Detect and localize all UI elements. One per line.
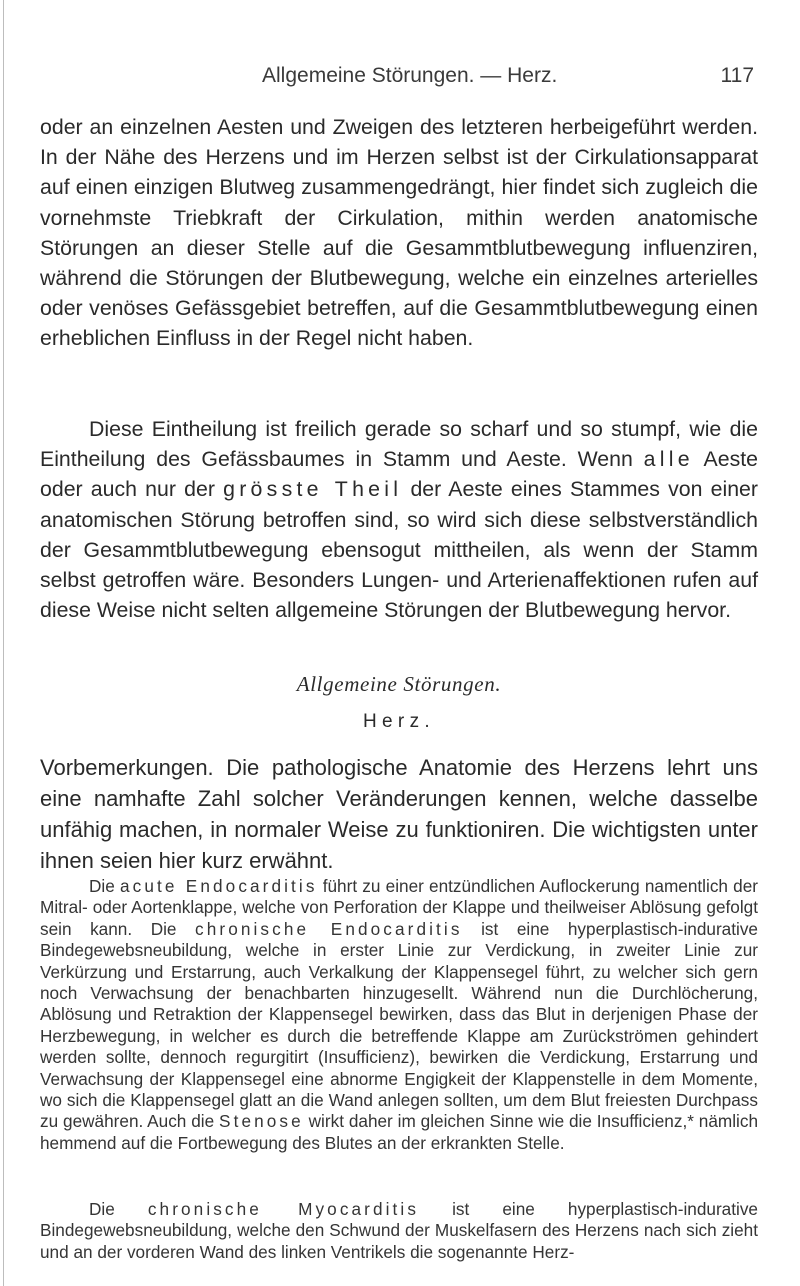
emphasis-stenose: Stenose [219, 1111, 304, 1132]
section-subheading: Herz. [363, 711, 435, 732]
page-edge-line [3, 0, 4, 1286]
text-run: Aeste oder auch nur der [40, 447, 758, 502]
emphasis-chronische-myocarditis: chronische Myocarditis [147, 1199, 420, 1219]
text-run: der Aeste eines Stammes von einer anatomischen Störung betroffen sind, so wird sich diese selbstverständlich der Gesammtblutbewegung ebensogut mittheilen, als wenn der Stamm selbst getroffen wäre. Besonders Lungen- und Arterienaffektionen rufen auf diese Weise nicht selten allgemeine Störungen der Blutbewegung hervor. [40, 477, 758, 623]
running-head [262, 64, 754, 94]
paragraph-myocarditis [40, 1199, 758, 1263]
section-heading: Allgemeine Störungen. [296, 672, 502, 696]
text-run: Diese Eintheilung ist freilich gerade so scharf und so stumpf, wie die Eintheilung des Gefässbaumes in Stamm und Aeste. Wenn [40, 417, 758, 472]
paragraph-vorbemerkungen: Vorbemerkungen. Die pathologische Anatomie des Herzens lehrt uns eine namhafte Zahl solcher Veränderungen kennen, welche dasselbe unfähig machen, in normaler Weise zu funktioniren. Die wichtigsten unter ihnen seien hier kurz erwähnt. [40, 755, 758, 873]
text-run: führt zu einer entzündlichen Auflockerung namentlich der Mitral- oder Aortenklappe, welche von Perforation der Klappe und theilweiser Ablösung gefolgt sein kann. Die [40, 876, 758, 939]
paragraph-continuation: oder an einzelnen Aesten und Zweigen des letzteren herbeigeführt werden. In der Nähe des Herzens und im Herzen selbst ist der Cirkulationsapparat auf einen einzigen Blutweg zusammengedrängt, hier findet sich zugleich die vornehmste Triebkraft der Cirkulation, mithin werden anatomische Störungen an dieser Stelle auf die Gesammtblutbewegung influenziren, während die Störungen der Blutbewegung, welche ein einzelnes arterielles oder venöses Gefässgebiet betreffen, auf die Gesammtblutbewegung einen erheblichen Einfluss in der Regel nicht haben. [40, 115, 758, 351]
emphasis-alle: alle [643, 447, 694, 472]
text-run: Die [89, 876, 120, 896]
emphasis-groesste-theil: grösste Theil [223, 477, 403, 502]
text-run: ist eine hyperplastisch-indurative Bindegewebsneubildung, welche in erster Linie zur Verdickung, in zweiter Linie zur Verkürzung und Erstarrung, auch Verkalkung der Klappensegel führt, zu welcher sich gern noch Verwachsung der benachbarten hinzugesellt. Während nun die Durchlöcherung, Ablösung und Retraktion der Klappensegel bewirken, dass das Blut in derjenigen Phase der Herzbewegung, in welcher es durch die betreffende Klappe am Zurückströmen gehindert werden sollte, dennoch regurgitirt (Insufficienz), bewirken die Verdickung, Erstarrung und Verwachsung der Klappensegel eine abnorme Engigkeit der Klappenstelle in dem Momente, wo sich die Klappensegel glatt an die Wand anlegen sollten, um dem Blut freiesten Durchpass zu gewähren. Auch die [40, 918, 758, 1132]
text-run: wirkt daher im gleichen Sinne wie die Insufficienz,* nämlich hemmend auf die Fortbewegung des Blutes an der erkrankten Stelle. [40, 1111, 759, 1153]
emphasis-chronische-endocarditis: chronische Endocarditis [195, 918, 463, 939]
paragraph-endocarditis [40, 876, 758, 1154]
running-head-title: Allgemeine Störungen. — Herz. [262, 64, 558, 87]
paragraph-eintheilung [40, 414, 758, 625]
emphasis-acute-endocarditis: acute Endocarditis [119, 876, 318, 896]
text-run: Die [89, 1199, 148, 1219]
page-number: 117 [720, 64, 754, 87]
text-run: ist eine hyperplastisch-indurative Bindegewebsneubildung, welche den Schwund der Muskelfasern des Herzens nach sich zieht und an der vorderen Wand des linken Ventrikels die sogenannte Herz- [40, 1199, 758, 1262]
